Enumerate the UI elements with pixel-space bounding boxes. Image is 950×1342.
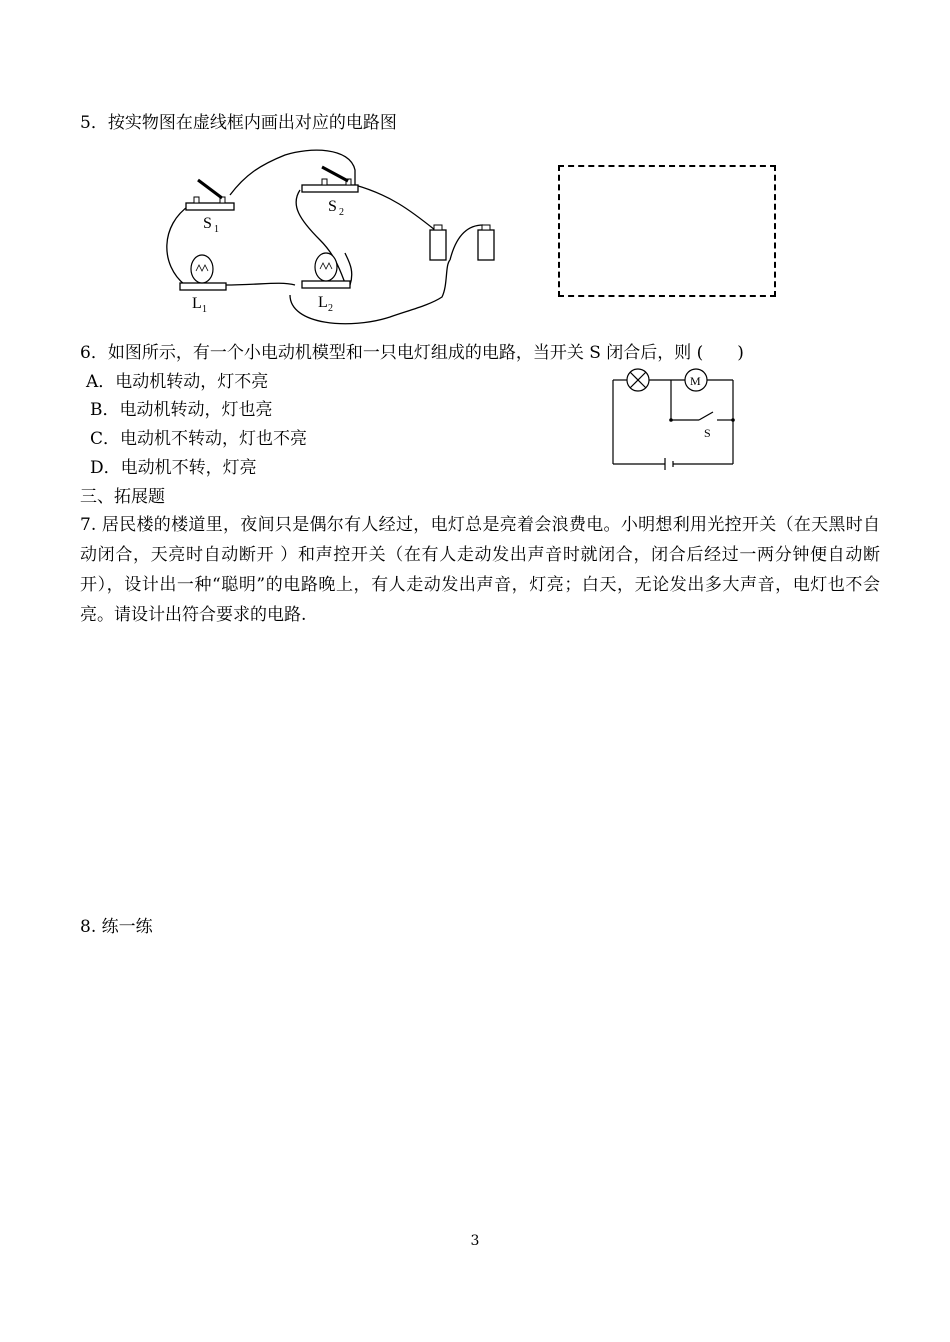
- l2-label: L: [318, 294, 328, 311]
- motor-lamp-circuit: [605, 366, 745, 470]
- option-b: B．电动机转动，灯也亮: [90, 400, 273, 420]
- motor-symbol-icon: [685, 369, 707, 391]
- option-c: C．电动机不转动，灯也不亮: [90, 429, 308, 449]
- bulb-l1-icon: [180, 255, 226, 290]
- option-d: D．电动机不转，灯亮: [90, 458, 257, 478]
- question-8-text: 8. 练一练: [80, 917, 153, 937]
- l1-subscript: 1: [202, 304, 207, 315]
- question-5-text: 5．按实物图在虚线框内画出对应的电路图: [80, 113, 397, 133]
- page-number: 3: [470, 1233, 480, 1249]
- switch-label: S: [704, 426, 711, 440]
- l2-subscript: 2: [328, 303, 333, 314]
- answer-box[interactable]: [558, 165, 776, 297]
- l1-label: L: [192, 295, 202, 312]
- bulb-l2-icon: [302, 253, 350, 288]
- s1-label: S: [203, 215, 212, 232]
- s2-subscript: 2: [339, 207, 344, 218]
- switch-s1-icon: [186, 180, 234, 210]
- switch-s2-icon: [302, 167, 358, 192]
- motor-label: M: [690, 374, 701, 388]
- physical-circuit-figure: [150, 145, 520, 335]
- s2-label: S: [328, 198, 337, 215]
- lamp-symbol-icon: [627, 369, 649, 391]
- question-6-stem: 6．如图所示，有一个小电动机模型和一只电灯组成的电路，当开关 S 闭合后，则 ( ): [80, 343, 744, 363]
- option-a: A．电动机转动，灯不亮: [86, 372, 269, 392]
- battery-icon: [430, 225, 494, 260]
- section-3-title: 三、拓展题: [80, 487, 165, 507]
- question-7-text: 7. 居民楼的楼道里，夜间只是偶尔有人经过，电灯总是亮着会浪费电。小明想利用光控开关（在天黑时自动闭合，天亮时自动断开 ）和声控开关（在有人走动发出声音时就闭合，闭合后经过一两分钟便自动断开），设计出一种“聪明”的电路晚上，有人走动发出声音，灯亮；白天，无论发出多大声音，电灯也不会亮。请设计出符合要求的电路.: [80, 515, 880, 625]
- s1-subscript: 1: [214, 224, 219, 235]
